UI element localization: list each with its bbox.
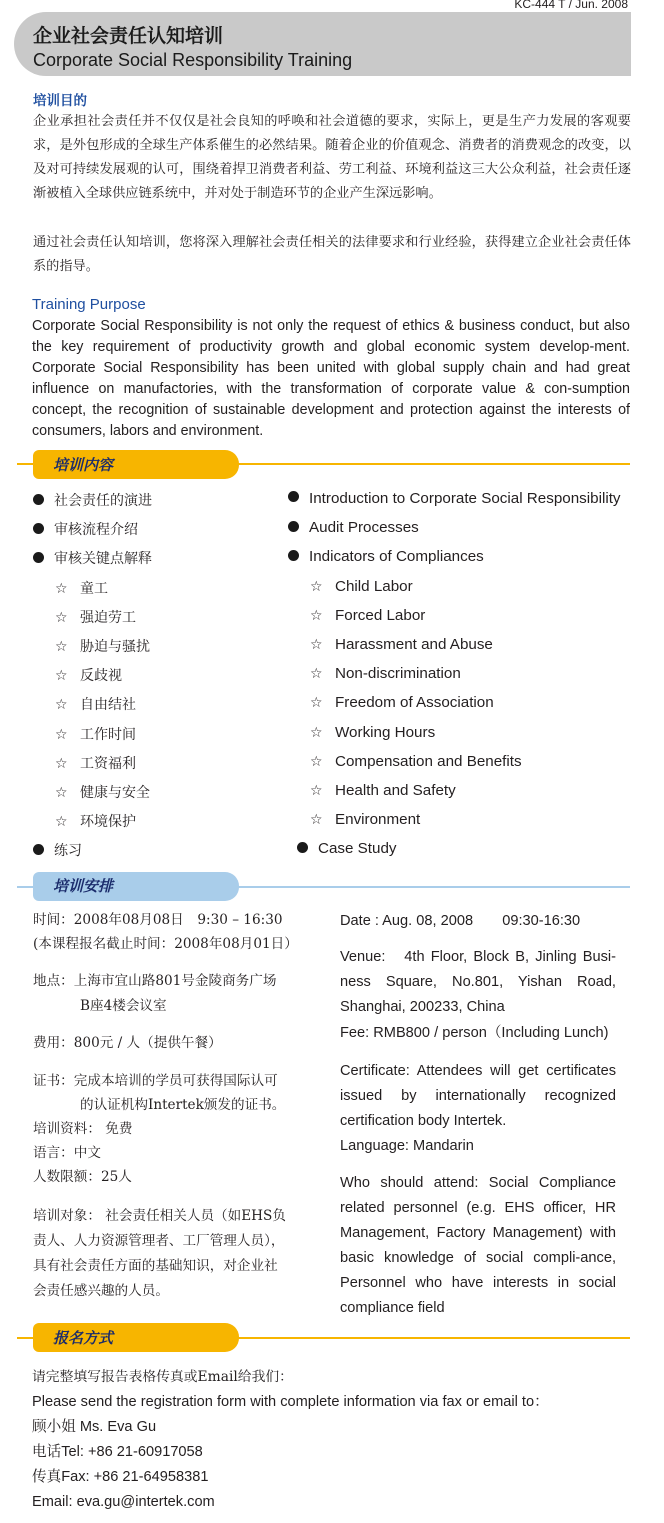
- content-item-label: 社会责任的演进: [54, 493, 152, 509]
- content-item-label: 审核关键点解释: [54, 551, 152, 568]
- registration-fax: 传真Fax: +86 21-64958381: [32, 1469, 209, 1485]
- schedule-venue-en: Venue: 4th Floor, Block B, Jinling Busi-ness Square, No.801, Yishan Road, Shanghai, 200233, China: [340, 949, 616, 1015]
- content-item-label: 工作时间: [80, 726, 136, 743]
- content-item-label: Forced Labor: [335, 606, 426, 624]
- bullet-icon: [288, 550, 299, 561]
- content-item-label: 审核流程介绍: [54, 522, 138, 539]
- content-item-cn: [55, 636, 150, 656]
- content-item-cn: [55, 694, 136, 714]
- purpose-heading-cn: 培训目的: [33, 93, 87, 109]
- bullet-icon: [33, 523, 44, 534]
- star-icon: ☆: [310, 695, 323, 712]
- content-item-cn: [55, 578, 108, 598]
- content-item-en: [310, 724, 435, 741]
- content-item-label: 童工: [80, 580, 108, 597]
- content-item-cn: [55, 607, 136, 627]
- star-icon: ☆: [55, 609, 68, 626]
- content-item-label: 自由结社: [80, 697, 136, 714]
- content-item-cn: [55, 665, 122, 685]
- content-item-en: [310, 811, 420, 828]
- content-item-cn: [33, 519, 138, 539]
- content-item-en: [288, 490, 621, 507]
- schedule-time-cn: 时间：2008年08月08日 9:30 – 16:30: [33, 912, 283, 928]
- content-item-cn: [55, 724, 136, 744]
- registration-instruction-cn: 请完整填写报告表格传真或Email给我们：: [32, 1369, 293, 1385]
- purpose-paragraph-cn-2: 通过社会责任认知培训，您将深入理解社会责任相关的法律要求和行业经验，获得建立企业社会责任体系的指导。: [33, 235, 631, 274]
- content-item-label: 健康与安全: [80, 785, 150, 801]
- content-item-label: 环境保护: [80, 814, 136, 831]
- title-english: Corporate Social Responsibility Training: [33, 50, 353, 70]
- purpose-paragraph-cn-1: 企业承担社会责任并不仅仅是社会良知的呼唤和社会道德的要求，实际上，更是生产力发展的客观要求，是外包形成的全球生产体系催生的必然结果。随着企业的价值观念、消费者的消费观念的改变，以及对可持续发展观的认可，围绕着捍卫消费者利益、劳工利益、环境利益这三大公众利益，社会责任逐渐被植入全球供应链系统中，并对处于制造环节的企业产生深远影响。: [33, 114, 631, 201]
- content-item-label: Non-discrimination: [335, 665, 461, 683]
- content-item-en: [310, 753, 522, 770]
- schedule-audience-cn-line3: 具有社会责任方面的基础知识，对企业社: [33, 1258, 278, 1274]
- content-item-cn: [33, 840, 82, 860]
- content-item-label: Case Study: [318, 840, 397, 858]
- registration-tel: 电话Tel: +86 21-60917058: [32, 1444, 203, 1460]
- content-item-en: [310, 694, 494, 711]
- content-item-label: Harassment and Abuse: [335, 636, 493, 653]
- purpose-paragraph-en: Corporate Social Responsibility is not only the request of ethics & business conduct, but also the key requirement of productivity growth and global economic system develop-ment. Corporate Social Responsibility has been united with global supply chain and had great influence on manufactories, with the transformation of corporate value & con-sumption concept, the recognition of sustainable development and protection against the interests of consumers, labors and environment.: [32, 318, 630, 439]
- content-item-label: 强迫劳工: [80, 609, 136, 626]
- content-item-label: Health and Safety: [335, 782, 456, 799]
- schedule-audience-cn-line2: 责人、人力资源管理者、工厂管理人员），: [33, 1233, 285, 1249]
- schedule-certificate-en: Certificate: Attendees will get certificates issued by internationally recognized certification body Intertek.: [340, 1063, 616, 1129]
- star-icon: ☆: [310, 753, 323, 770]
- bullet-icon: [288, 491, 299, 502]
- content-item-en: [310, 782, 456, 799]
- star-icon: ☆: [55, 580, 68, 597]
- content-item-label: Freedom of Association: [335, 694, 494, 712]
- schedule-fee-en: Fee: RMB800 / person（Including Lunch): [340, 1025, 609, 1041]
- star-icon: ☆: [310, 783, 323, 799]
- schedule-audience-cn: 培训对象： 社会责任相关人员（如EHS负: [33, 1208, 286, 1224]
- star-icon: ☆: [55, 668, 68, 685]
- star-icon: ☆: [55, 726, 68, 743]
- content-item-en: [297, 840, 397, 857]
- schedule-capacity-cn: 人数限额：25人: [33, 1169, 132, 1185]
- schedule-deadline-cn: (本课程报名截止时间：2008年08月01日）: [33, 936, 298, 952]
- content-item-cn: [33, 490, 152, 510]
- content-item-cn: [33, 548, 152, 568]
- content-item-label: 反歧视: [80, 668, 122, 685]
- star-icon: ☆: [55, 814, 68, 831]
- star-icon: ☆: [310, 578, 323, 595]
- schedule-location-cn: 地点：上海市宜山路801号金陵商务广场: [33, 973, 277, 989]
- schedule-cert-cn: 证书：完成本培训的学员可获得国际认可: [33, 1073, 278, 1089]
- content-item-en: [288, 519, 419, 536]
- content-item-label: Environment: [335, 811, 421, 829]
- content-item-label: Audit Processes: [309, 519, 419, 537]
- registration-email[interactable]: Email: eva.gu@intertek.com: [32, 1494, 215, 1510]
- star-icon: ☆: [310, 724, 323, 741]
- content-item-en: [310, 636, 493, 653]
- content-item-label: Introduction to Corporate Social Responsibility: [309, 490, 621, 507]
- registration-section-label: 报名方式: [53, 1329, 114, 1347]
- schedule-date-en: Date : Aug. 08, 2008 09:30-16:30: [340, 913, 581, 929]
- schedule-audience-cn-line4: 会责任感兴趣的人员。: [33, 1283, 169, 1299]
- schedule-language-en: Language: Mandarin: [340, 1138, 474, 1154]
- schedule-cert-cn-line2: 的认证机构Intertek颁发的证书。: [80, 1097, 286, 1113]
- title-chinese: 企业社会责任认知培训: [33, 25, 224, 47]
- schedule-language-cn: 语言：中文: [33, 1145, 101, 1161]
- content-item-label: Compensation and Benefits: [335, 752, 522, 770]
- schedule-fee-cn: 费用：800元 / 人（提供午餐）: [33, 1035, 222, 1051]
- document-reference: KC-444 T / Jun. 2008: [514, 0, 628, 11]
- schedule-location-cn-line2: B座4楼会议室: [80, 998, 167, 1014]
- star-icon: ☆: [55, 697, 68, 714]
- bullet-icon: [33, 552, 44, 563]
- content-item-label: Child Labor: [335, 577, 413, 595]
- content-item-cn: [55, 782, 150, 802]
- star-icon: ☆: [310, 666, 323, 683]
- registration-instruction-en: Please send the registration form with complete information via fax or email to：: [32, 1394, 549, 1410]
- content-item-label: Working Hours: [335, 723, 436, 741]
- schedule-materials-cn: 培训资料： 免费: [33, 1121, 133, 1137]
- content-item-label: 胁迫与骚扰: [80, 639, 150, 655]
- content-item-label: 练习: [54, 843, 82, 860]
- star-icon: ☆: [55, 785, 68, 801]
- content-item-cn: [55, 753, 136, 773]
- content-item-label: 工资福利: [80, 755, 136, 772]
- star-icon: ☆: [55, 639, 68, 655]
- content-section-label: 培训内容: [53, 456, 114, 474]
- registration-contact: 顾小姐 Ms. Eva Gu: [32, 1419, 157, 1435]
- star-icon: ☆: [310, 607, 323, 624]
- content-item-en: [310, 665, 461, 682]
- schedule-section-label: 培训安排: [53, 877, 114, 895]
- content-item-en: [310, 607, 425, 624]
- bullet-icon: [33, 494, 44, 505]
- star-icon: ☆: [55, 755, 68, 772]
- bullet-icon: [297, 842, 308, 853]
- bullet-icon: [33, 844, 44, 855]
- star-icon: ☆: [310, 812, 323, 829]
- purpose-heading-en: Training Purpose: [32, 296, 146, 313]
- star-icon: ☆: [310, 637, 323, 653]
- content-item-en: [288, 548, 484, 565]
- content-item-en: [310, 578, 413, 595]
- bullet-icon: [288, 521, 299, 532]
- content-item-cn: [55, 811, 136, 831]
- content-item-label: Indicators of Compliances: [309, 548, 484, 566]
- schedule-audience-en: Who should attend: Social Compliance related personnel (e.g. EHS officer, HR Management, Factory Management) with basic knowledge of social compli-ance, Personnel who have interests in social compliance field: [340, 1175, 616, 1316]
